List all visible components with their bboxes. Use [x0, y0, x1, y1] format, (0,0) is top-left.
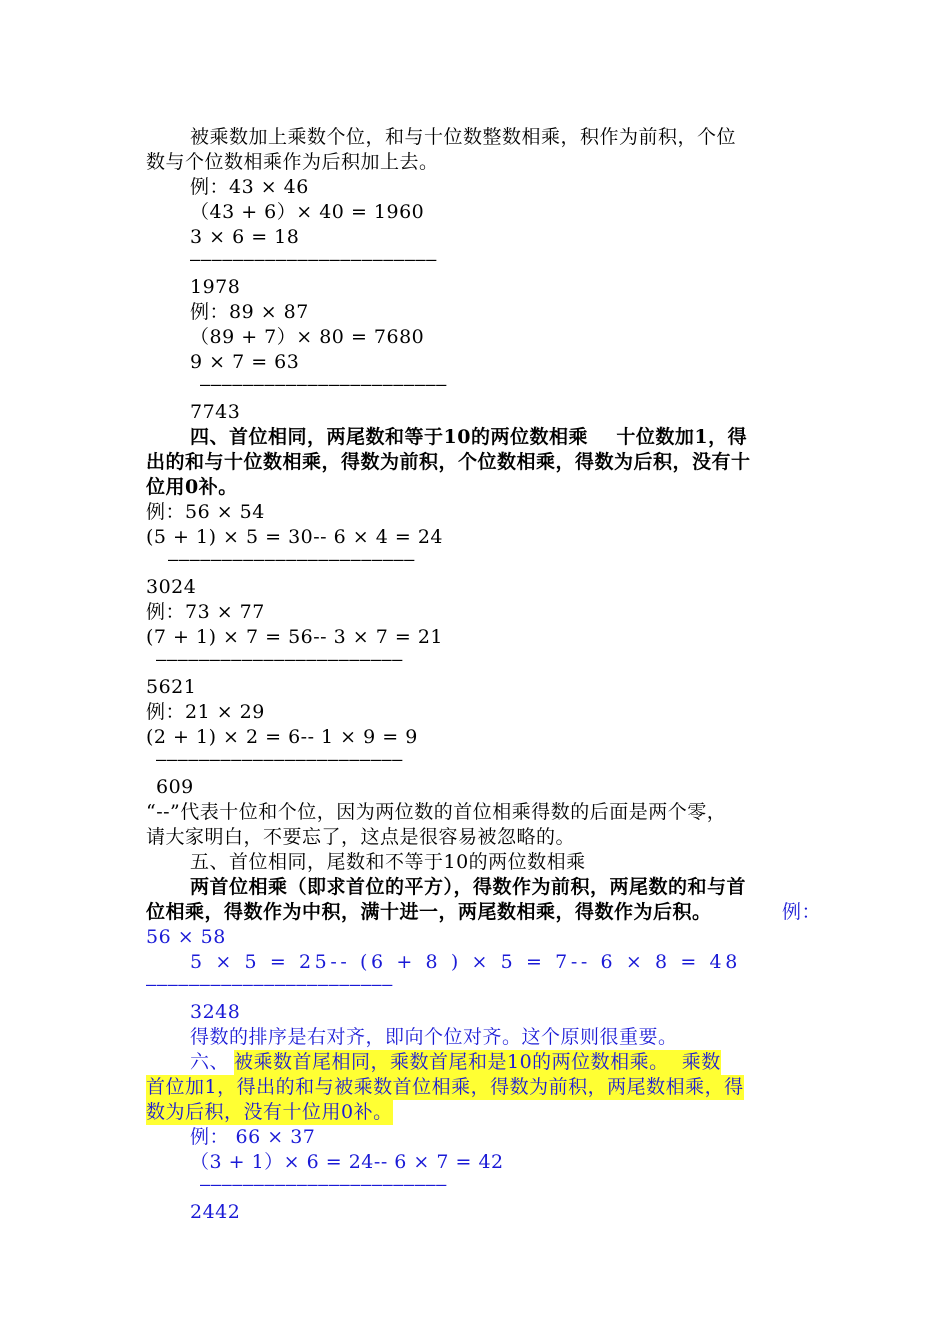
text-line: 出的和与十位数相乘，得数为前积，个位数相乘，得数为后积，没有十 [146, 451, 751, 473]
section-number: 六、 [190, 1051, 230, 1073]
highlighted-text-line: 数为后积，没有十位用0补。 [146, 1101, 393, 1123]
divider-line: ——————————————————————— [156, 650, 403, 670]
divider-line: ——————————————————————— [156, 750, 403, 770]
example-line: 56 × 58 [146, 926, 226, 948]
result-line: 5621 [146, 676, 197, 698]
formula-line: (7 + 1) × 7 = 56-- 3 × 7 = 21 [146, 626, 443, 648]
formula-line: 5 × 5 = 25-- (6 + 8 ) × 5 = 7-- 6 × 8 = 48 [190, 951, 741, 973]
formula-line: （43 + 6）× 40 = 1960 [190, 201, 425, 223]
text-line: 两首位相乘（即求首位的平方），得数作为前积，两尾数的和与首 [190, 876, 747, 898]
example-line: 例：21 × 29 [146, 701, 265, 723]
result-line: 7743 [190, 401, 241, 423]
text-line: “--”代表十位和个位，因为两位数的首位相乘得数的后面是两个零， [146, 801, 727, 823]
example-line: 例：73 × 77 [146, 601, 265, 623]
example-line: 例：56 × 54 [146, 501, 265, 523]
formula-line: （89 + 7）× 80 = 7680 [190, 326, 425, 348]
formula-line: (2 + 1) × 2 = 6-- 1 × 9 = 9 [146, 726, 418, 748]
divider-line: ——————————————————————— [200, 1175, 447, 1195]
result-line: 2442 [190, 1201, 241, 1223]
result-line: 3024 [146, 576, 197, 598]
result-line: 1978 [190, 276, 241, 298]
formula-line: 3 × 6 = 18 [190, 226, 300, 248]
highlighted-section-heading: 被乘数首尾相同，乘数首尾和是10的两位数相乘。 乘数 [234, 1051, 721, 1073]
result-line: 3248 [190, 1001, 241, 1023]
result-line: 609 [156, 776, 194, 798]
example-label: 例： [782, 901, 822, 923]
formula-line: (5 + 1) × 5 = 30-- 6 × 4 = 24 [146, 526, 443, 548]
example-line: 例：43 × 46 [190, 176, 309, 198]
text-line: 数与个位数相乘作为后积加上去。 [146, 151, 439, 173]
divider-line: ——————————————————————— [200, 375, 447, 395]
text-line: 得数的排序是右对齐，即向个位对齐。这个原则很重要。 [190, 1026, 678, 1048]
text-line: 请大家明白，不要忘了，这点是很容易被忽略的。 [146, 826, 576, 848]
example-line: 例：89 × 87 [190, 301, 309, 323]
divider-line: ——————————————————————— [168, 550, 415, 570]
section-heading: 四、首位相同，两尾数和等于10的两位数相乘 十位数加1，得 [190, 426, 748, 448]
text-line: 位相乘，得数作为中积，满十进一，两尾数相乘，得数作为后积。 [146, 901, 712, 923]
highlighted-text-line: 首位加1，得出的和与被乘数首位相乘，得数为前积，两尾数相乘，得 [146, 1076, 744, 1098]
text-line: 被乘数加上乘数个位，和与十位数整数相乘，积作为前积，个位 [190, 126, 737, 148]
formula-line: 9 × 7 = 63 [190, 351, 300, 373]
text-line: 位用0补。 [146, 476, 238, 498]
formula-line: （3 + 1）× 6 = 24-- 6 × 7 = 42 [190, 1151, 504, 1173]
section-heading: 五、首位相同，尾数和不等于10的两位数相乘 [190, 851, 586, 873]
example-line: 例： 66 × 37 [190, 1126, 316, 1148]
divider-line: ——————————————————————— [190, 250, 437, 270]
divider-line: ——————————————————————— [146, 975, 393, 995]
